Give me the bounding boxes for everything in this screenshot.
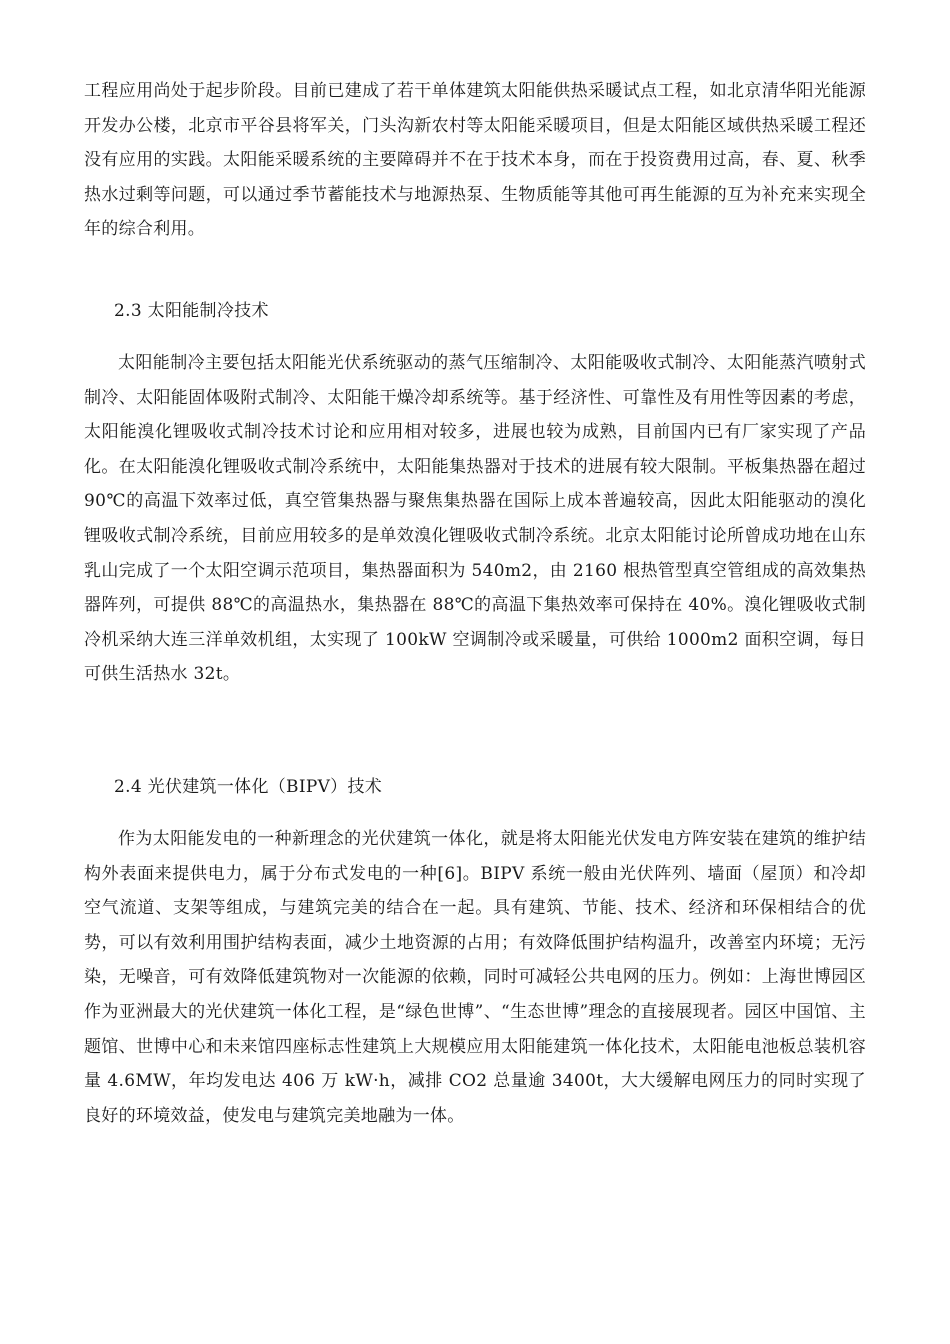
paragraph-solar-heating-continued: 工程应用尚处于起步阶段。目前已建成了若干单体建筑太阳能供热采暖试点工程，如北京清华阳光能源开发办公楼，北京市平谷县将军关，门头沟新农村等太阳能采暖项目，但是太阳能区域供热采暖工程还没有应用的实践。太阳能采暖系统的主要障碍并不在于技术本身，而在于投资费用过高，春、夏、秋季热水过剩等问题，可以通过季节蓄能技术与地源热泵、生物质能等其他可再生能源的互为补充来实现全年的综合利用。 [84,81,866,240]
paragraph-solar-cooling: 太阳能制冷主要包括太阳能光伏系统驱动的蒸气压缩制冷、太阳能吸收式制冷、太阳能蒸汽喷射式制冷、太阳能固体吸附式制冷、太阳能干燥冷却系统等。基于经济性、可靠性及有用性等因素的考虑，太阳能溴化锂吸收式制冷技术讨论和应用相对较多，进展也较为成熟，目前国内已有厂家实现了产品化。在太阳能溴化锂吸收式制冷系统中，太阳能集热器对于技术的进展有较大限制。平板集热器在超过 90℃的高温下效率过低，真空管集热器与聚焦集热器在国际上成本普遍较高，因此太阳能驱动的溴化锂吸收式制冷系统，目前应用较多的是单效溴化锂吸收式制冷系统。北京太阳能讨论所曾成功地在山东乳山完成了一个太阳空调示范项目，集热器面积为 540m2，由 2160 根热管型真空管组成的高效集热器阵列，可提供 88℃的高温热水，集热器在 88℃的高温下集热效率可保持在 40%。溴化锂吸收式制冷机采纳大连三洋单效机组，太实现了 100kW 空调制冷或采暖量，可供给 1000m2 面积空调，每日可供生活热水 32t。 [84,353,866,685]
paragraph-bipv: 作为太阳能发电的一种新理念的光伏建筑一体化，就是将太阳能光伏发电方阵安装在建筑的维护结构外表面来提供电力，属于分布式发电的一种[6]。BIPV 系统一般由光伏阵列、墙面（屋顶）和冷却空气流道、支架等组成，与建筑完美的结合在一起。具有建筑、节能、技术、经济和环保相结合的优势，可以有效利用围护结构表面，减少土地资源的占用；有效降低围护结构温升，改善室内环境；无污染，无噪音，可有效降低建筑物对一次能源的依赖，同时可减轻公共电网的压力。例如：上海世博园区作为亚洲最大的光伏建筑一体化工程，是“绿色世博”、“生态世博”理念的直接展现者。园区中国馆、主题馆、世博中心和未来馆四座标志性建筑上大规模应用太阳能建筑一体化技术，太阳能电池板总装机容量 4.6MW，年均发电达 406 万 kW·h，减排 CO2 总量逾 3400t，大大缓解电网压力的同时实现了良好的环境效益，使发电与建筑完美地融为一体。 [84,829,866,1126]
section-heading-2-3: 2.3 太阳能制冷技术 [114,301,269,321]
section-heading-2-4: 2.4 光伏建筑一体化（BIPV）技术 [114,777,383,797]
